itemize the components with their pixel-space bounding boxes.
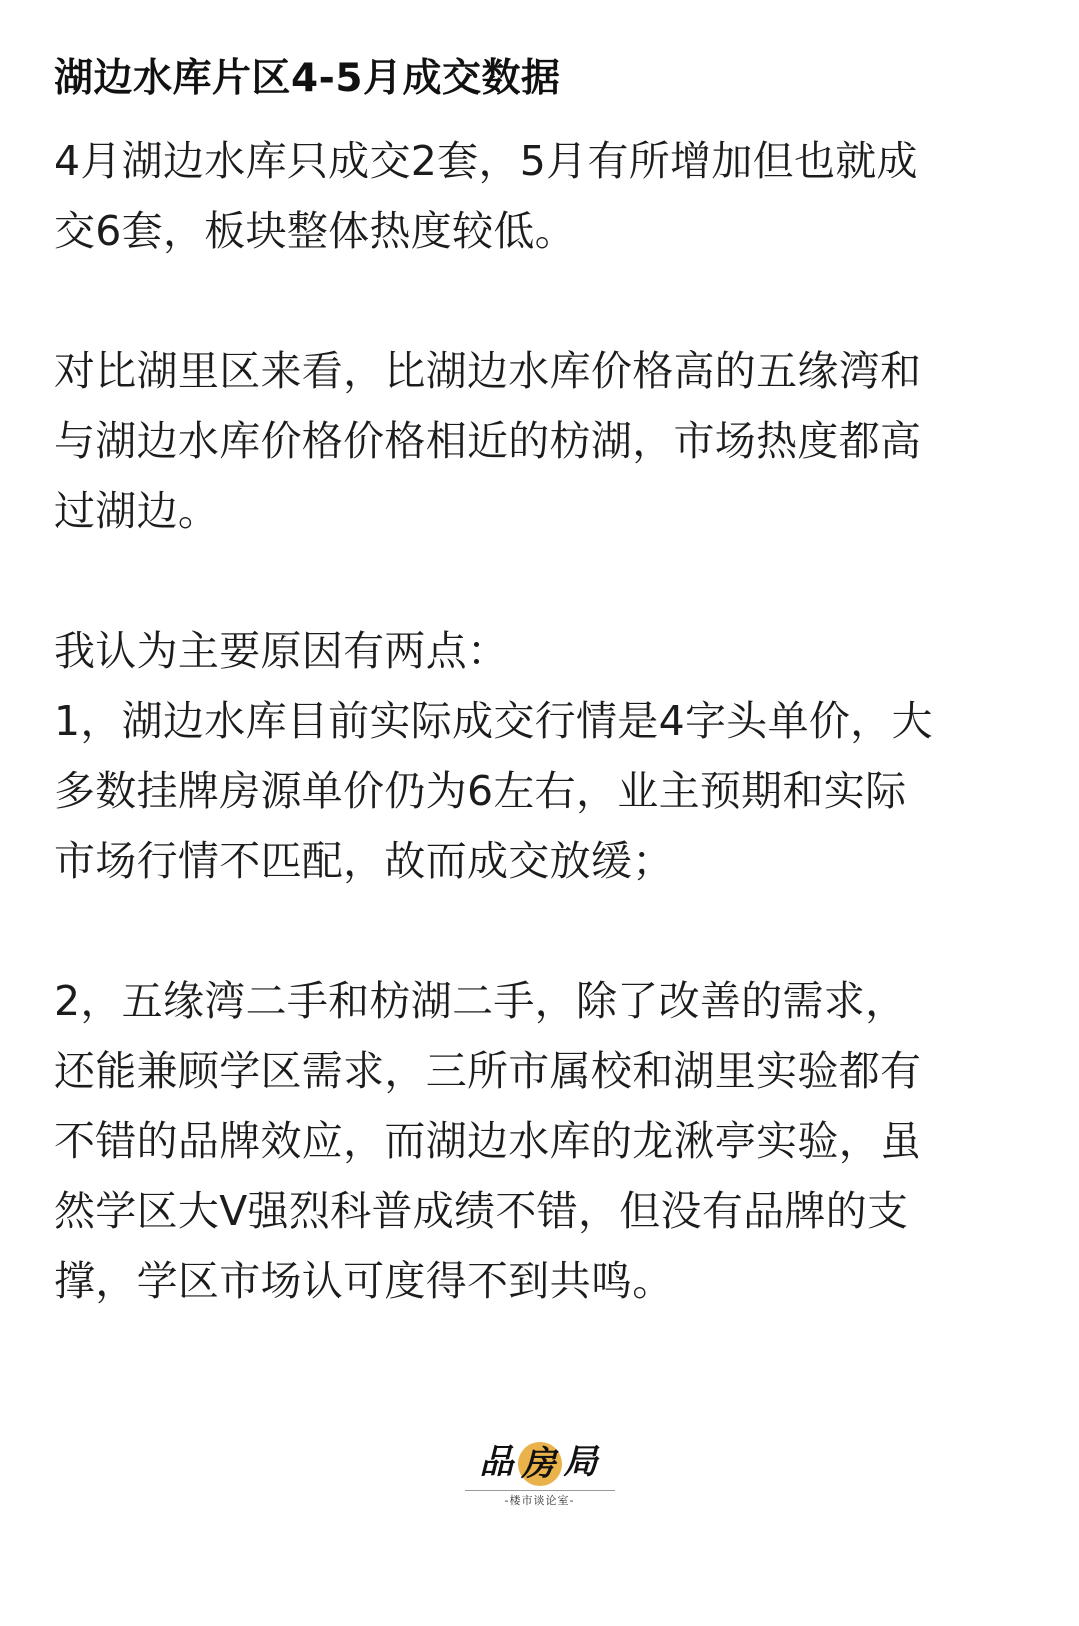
brand-logo [0, 1434, 1079, 1509]
logo-subtitle: -楼市谈论室- [465, 1490, 615, 1509]
logo-char: 局 [563, 1442, 600, 1482]
logo-char: 品 [479, 1442, 516, 1482]
text-line: 交6套，板块整体热度较低。 [54, 207, 576, 255]
article-body [54, 126, 1025, 1316]
paragraph-2 [54, 336, 1025, 546]
logo-wordmark [480, 1434, 600, 1490]
text-line: 市场行情不匹配，故而成交放缓； [54, 837, 674, 885]
text-line: 与湖边水库价格价格相近的枋湖，市场热度都高 [54, 417, 922, 465]
logo-char: 房 [521, 1444, 558, 1484]
text-line: 过湖边。 [54, 487, 220, 535]
text-line: 还能兼顾学区需求，三所市属校和湖里实验都有 [54, 1047, 922, 1095]
text-line: 4月湖边水库只成交2套，5月有所增加但也就成 [54, 137, 918, 185]
paragraph-4 [54, 966, 1025, 1316]
article-title: 湖边水库片区4-5月成交数据 [54, 56, 561, 101]
text-line: 1，湖边水库目前实际成交行情是4字头单价，大 [54, 697, 933, 745]
text-line: 撑，学区市场认可度得不到共鸣。 [54, 1257, 674, 1305]
text-line: 对比湖里区来看，比湖边水库价格高的五缘湾和 [54, 347, 922, 395]
text-line: 然学区大V强烈科普成绩不错，但没有品牌的支 [54, 1187, 909, 1235]
paragraph-1 [54, 126, 1025, 266]
text-line: 2，五缘湾二手和枋湖二手，除了改善的需求， [54, 977, 907, 1025]
text-line: 多数挂牌房源单价仍为6左右，业主预期和实际 [54, 767, 907, 815]
paragraph-3 [54, 616, 1025, 896]
text-line: 我认为主要原因有两点： [54, 627, 509, 675]
text-line: 不错的品牌效应，而湖边水库的龙湫亭实验，虽 [54, 1117, 922, 1165]
logo-circle-icon [518, 1442, 562, 1486]
